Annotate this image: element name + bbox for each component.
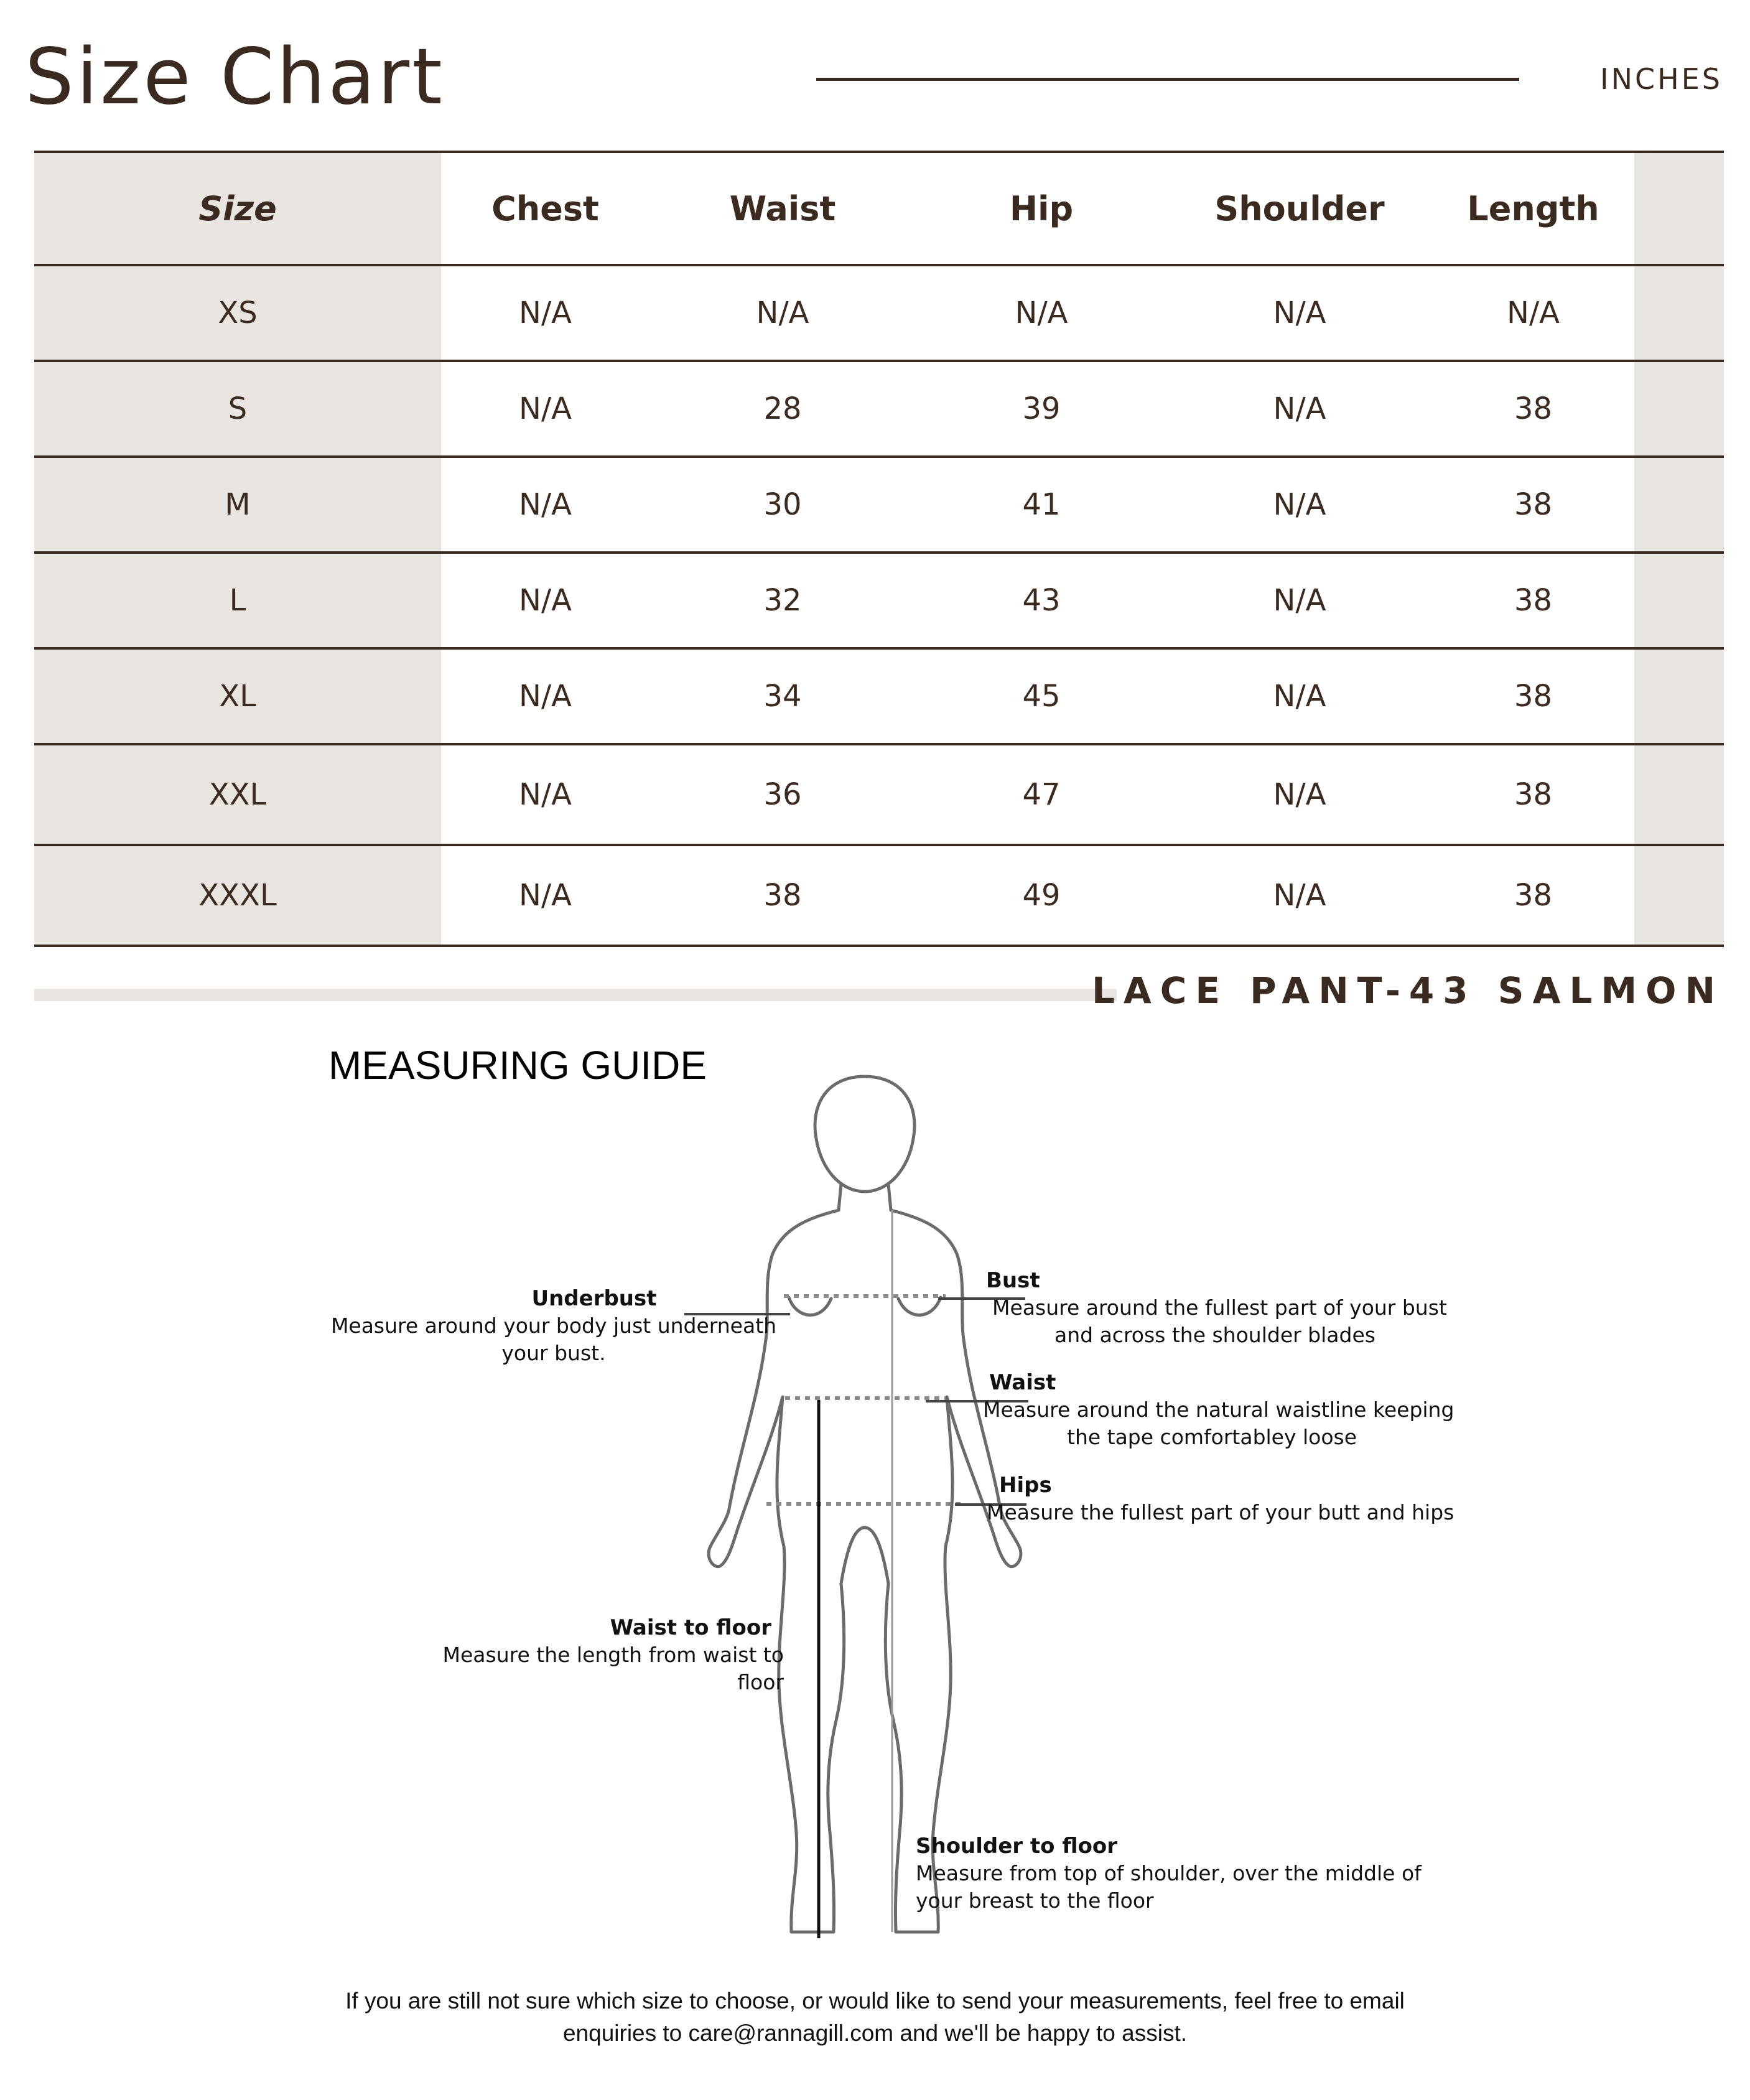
table-edge [1634, 553, 1724, 648]
underbust-text-line: Measure around your body just underneath [330, 1314, 777, 1338]
underbust-callout [323, 1285, 784, 1367]
hips-callout [987, 1472, 1472, 1526]
page-title: Size Chart [25, 32, 445, 122]
size-table [34, 151, 1724, 947]
chest-cell: N/A [441, 457, 649, 553]
waist-text-line: Measure around the natural waistline keeping [983, 1398, 1454, 1422]
column-header-hip: Hip [916, 152, 1167, 265]
length-cell: 38 [1432, 361, 1634, 457]
table-row [34, 361, 1724, 457]
column-header-waist: Waist [649, 152, 916, 265]
size-cell: M [34, 457, 441, 553]
shoulder-cell: N/A [1167, 744, 1432, 845]
footer-note [187, 1985, 1563, 2050]
chest-cell: N/A [441, 845, 649, 946]
underbust-text-line: your bust. [501, 1341, 606, 1365]
waist-cell: 32 [649, 553, 916, 648]
size-cell: XL [34, 648, 441, 744]
column-header-shoulder: Shoulder [1167, 152, 1432, 265]
shoulder-to-floor-text-line: Measure from top of shoulder, over the middle of [916, 1861, 1422, 1885]
shoulder-cell: N/A [1167, 648, 1432, 744]
waist-cell: N/A [649, 265, 916, 361]
hip-cell: 45 [916, 648, 1167, 744]
hip-cell: 47 [916, 744, 1167, 845]
shoulder-to-floor-heading: Shoulder to floor [916, 1834, 1118, 1859]
length-cell: 38 [1432, 553, 1634, 648]
table-edge [1634, 152, 1724, 265]
title-divider [816, 78, 1519, 81]
bust-text-line: and across the shoulder blades [1054, 1323, 1375, 1347]
size-table-container [34, 151, 1724, 947]
length-cell: 38 [1432, 648, 1634, 744]
table-edge [1634, 361, 1724, 457]
length-cell: 38 [1432, 845, 1634, 946]
decorative-bar [34, 989, 1117, 1001]
shoulder-cell: N/A [1167, 553, 1432, 648]
size-cell: XXXL [34, 845, 441, 946]
shoulder-cell: N/A [1167, 265, 1432, 361]
footer-line: enquiries to care@rannagill.com and we'll be happy to assist. [562, 2020, 1188, 2046]
waist-to-floor-text-line: Measure the length from waist to floor [442, 1643, 784, 1694]
length-cell: 38 [1432, 744, 1634, 845]
shoulder-to-floor-callout [916, 1832, 1426, 1915]
table-row [34, 265, 1724, 361]
bust-callout [986, 1267, 1459, 1349]
table-edge [1634, 265, 1724, 361]
table-row [34, 845, 1724, 946]
units-label: INCHES [1600, 62, 1723, 96]
size-cell: S [34, 361, 441, 457]
hip-cell: 43 [916, 553, 1167, 648]
footer-line: If you are still not sure which size to choose, or would like to send your measurements, feel free to email [345, 1988, 1405, 2014]
hips-text-line: Measure the fullest part of your butt and hips [987, 1500, 1454, 1524]
chest-cell: N/A [441, 648, 649, 744]
table-row [34, 648, 1724, 744]
column-header-size: Size [34, 152, 441, 265]
size-cell: L [34, 553, 441, 648]
table-row [34, 457, 1724, 553]
waist-to-floor-heading: Waist to floor [610, 1615, 771, 1640]
length-cell: N/A [1432, 265, 1634, 361]
waist-cell: 30 [649, 457, 916, 553]
waist-cell: 38 [649, 845, 916, 946]
shoulder-cell: N/A [1167, 457, 1432, 553]
column-header-length: Length [1432, 152, 1634, 265]
table-header-row [34, 152, 1724, 265]
shoulder-to-floor-text-line: your breast to the floor [916, 1888, 1154, 1913]
table-row [34, 744, 1724, 845]
bust-curves [789, 1297, 941, 1315]
chest-cell: N/A [441, 744, 649, 845]
waist-cell: 36 [649, 744, 916, 845]
bust-heading: Bust [986, 1268, 1040, 1293]
product-name: LACE PANT-43 SALMON [1091, 969, 1724, 1012]
measuring-guide-title: MEASURING GUIDE [328, 1043, 707, 1088]
inner-leg-outline [841, 1528, 888, 1584]
shoulder-cell: N/A [1167, 845, 1432, 946]
table-edge [1634, 457, 1724, 553]
hips-heading: Hips [999, 1473, 1052, 1498]
column-header-chest: Chest [441, 152, 649, 265]
chest-cell: N/A [441, 265, 649, 361]
waist-heading: Waist [989, 1370, 1056, 1395]
table-edge [1634, 648, 1724, 744]
head-outline [815, 1076, 915, 1192]
hip-cell: 49 [916, 845, 1167, 946]
bust-text-line: Measure around the fullest part of your bust [992, 1295, 1447, 1320]
waist-cell: 28 [649, 361, 916, 457]
size-cell: XXL [34, 744, 441, 845]
underbust-heading: Underbust [531, 1286, 657, 1311]
waist-callout [983, 1369, 1468, 1451]
hip-cell: N/A [916, 265, 1167, 361]
waist-to-floor-callout [398, 1614, 784, 1696]
table-edge [1634, 845, 1724, 946]
waist-cell: 34 [649, 648, 916, 744]
table-edge [1634, 744, 1724, 845]
hip-cell: 41 [916, 457, 1167, 553]
shoulder-cell: N/A [1167, 361, 1432, 457]
chest-cell: N/A [441, 553, 649, 648]
hip-cell: 39 [916, 361, 1167, 457]
length-cell: 38 [1432, 457, 1634, 553]
table-row [34, 553, 1724, 648]
waist-text-line: the tape comfortabley loose [1067, 1425, 1357, 1449]
chest-cell: N/A [441, 361, 649, 457]
size-cell: XS [34, 265, 441, 361]
